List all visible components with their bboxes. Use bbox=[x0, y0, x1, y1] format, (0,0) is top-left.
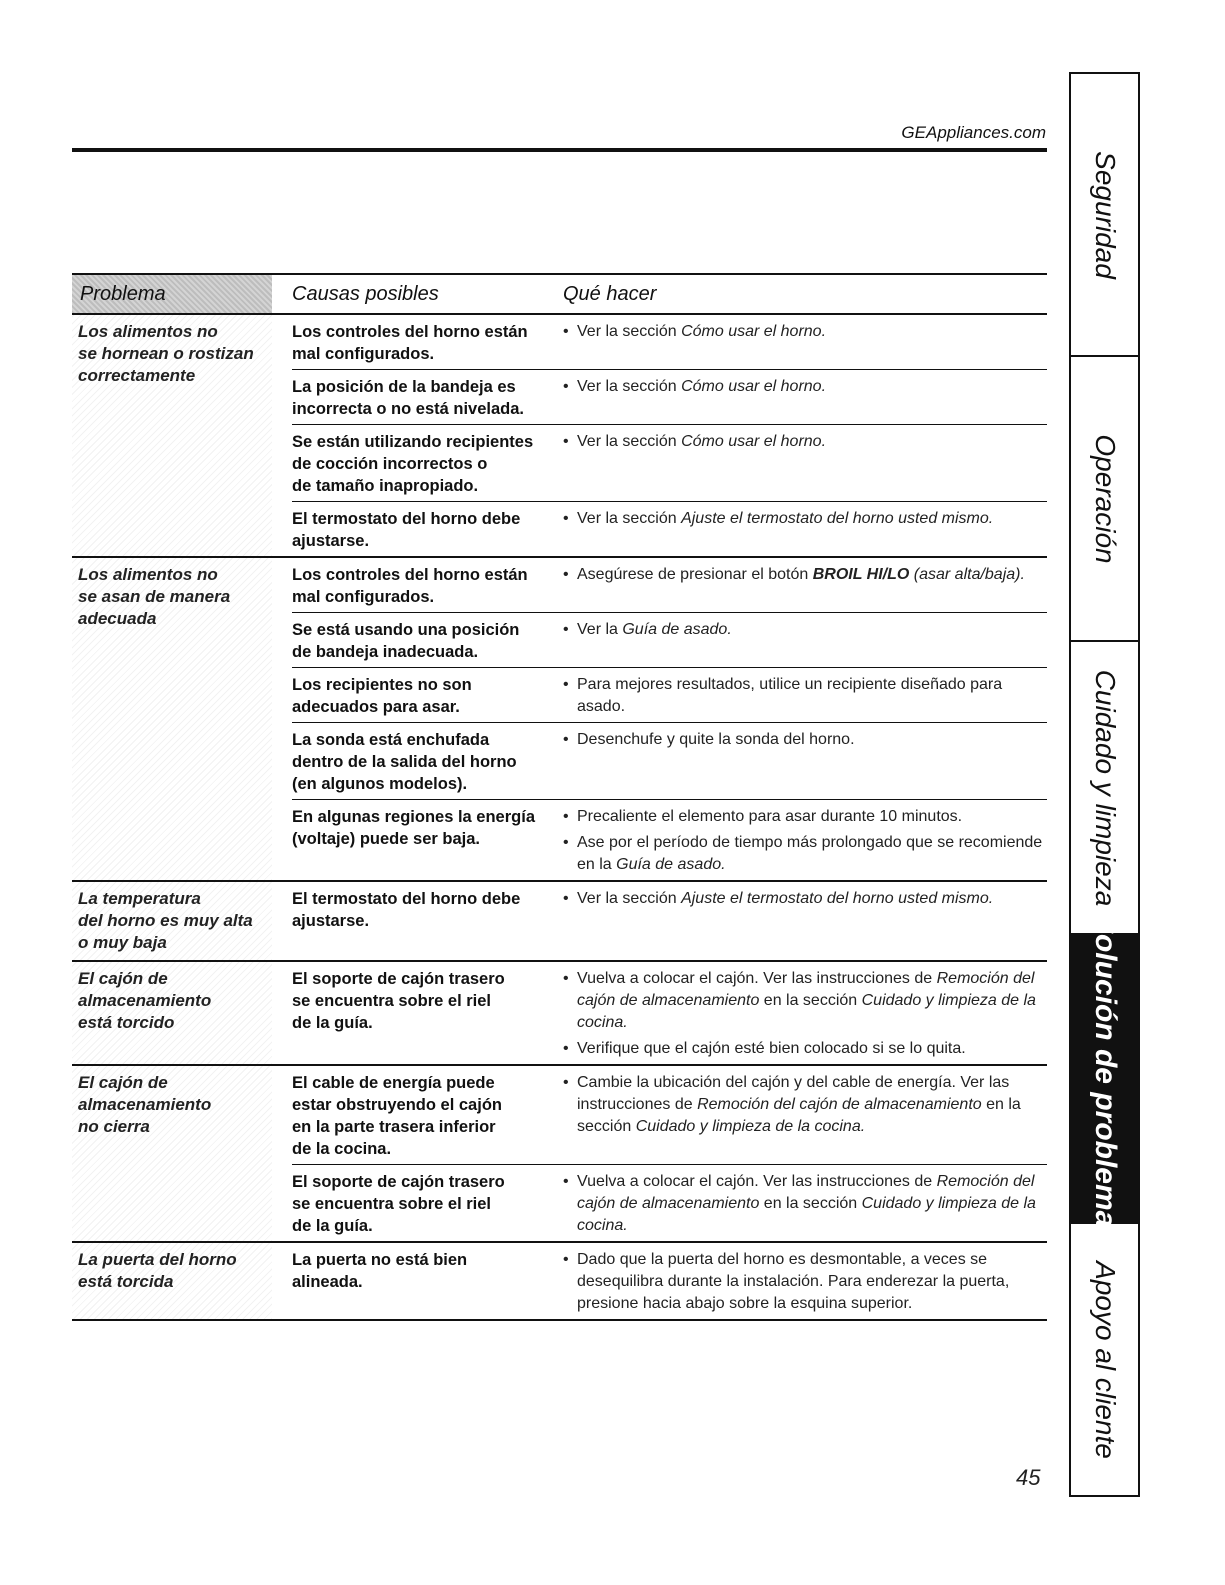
action-bullet-item bbox=[563, 1038, 1047, 1060]
action-bullet-item bbox=[563, 508, 1047, 530]
cause-line: mal configurados. bbox=[292, 588, 435, 606]
side-tab-label: Cuidado y limpieza bbox=[1089, 669, 1121, 906]
action-bullet-item bbox=[563, 888, 1047, 910]
cause-cell bbox=[292, 806, 563, 876]
action-text: Remoción del cajón de almacenamiento bbox=[577, 1173, 1035, 1212]
action-cell bbox=[563, 619, 1047, 663]
problem-cell bbox=[72, 315, 272, 556]
cause-line: El soporte de cajón trasero bbox=[292, 1173, 505, 1191]
action-text: Verifique que el cajón esté bien colocado si se lo quita. bbox=[577, 1040, 966, 1057]
cause-line: ajustarse. bbox=[292, 912, 370, 930]
cause-line: incorrecta o no está nivelada. bbox=[292, 400, 524, 418]
table-row bbox=[292, 501, 1047, 556]
cause-line: mal configurados. bbox=[292, 345, 435, 363]
header-problem: Problema bbox=[80, 283, 166, 305]
cause-cell bbox=[292, 431, 563, 497]
cause-rows bbox=[292, 1066, 1047, 1241]
cause-line: El termostato del horno debe bbox=[292, 890, 521, 908]
action-text: Vuelva a colocar el cajón. Ver las instrucciones de bbox=[577, 970, 937, 987]
cause-line: El soporte de cajón trasero bbox=[292, 970, 505, 988]
site-url[interactable]: GEAppliances.com bbox=[901, 123, 1046, 142]
cause-line: (en algunos modelos). bbox=[292, 775, 468, 793]
side-tab-label: Operación bbox=[1089, 433, 1121, 564]
action-bullet-item bbox=[563, 674, 1047, 718]
side-tab-label: Apoyo al cliente bbox=[1089, 1260, 1121, 1459]
side-tab-label: Solución de problemas bbox=[1088, 913, 1122, 1244]
action-bullet-item bbox=[563, 1072, 1047, 1138]
action-text: Precaliente el elemento para asar durante 10 minutos. bbox=[577, 808, 963, 825]
cause-rows bbox=[292, 558, 1047, 880]
table-row bbox=[292, 558, 1047, 612]
problem-cell bbox=[72, 558, 272, 880]
problem-line: está torcida bbox=[78, 1272, 174, 1291]
action-cell bbox=[563, 431, 1047, 497]
action-cell bbox=[563, 729, 1047, 795]
cause-rows bbox=[292, 962, 1047, 1064]
troubleshooting-table bbox=[72, 273, 1047, 1321]
cause-line: Se están utilizando recipientes bbox=[292, 433, 534, 451]
action-bullet-item bbox=[563, 619, 1047, 641]
action-text: Cómo usar el horno. bbox=[681, 433, 827, 450]
cause-line: La puerta no está bien bbox=[292, 1251, 468, 1269]
cause-cell bbox=[292, 619, 563, 663]
action-text: Ase por el período de tiempo más prolongado que se recomiende en la bbox=[577, 834, 1043, 873]
problem-line: correctamente bbox=[78, 366, 196, 385]
table-row bbox=[292, 1243, 1047, 1319]
cause-cell bbox=[292, 968, 563, 1060]
table-row bbox=[292, 369, 1047, 424]
cause-line: La sonda está enchufada bbox=[292, 731, 490, 749]
problem-line: se hornean o rostizan bbox=[78, 344, 254, 363]
side-tab-cuidado-limpieza[interactable] bbox=[1071, 642, 1138, 935]
cause-line: de tamaño inapropiado. bbox=[292, 477, 479, 495]
cause-cell bbox=[292, 729, 563, 795]
problem-group bbox=[72, 1066, 1047, 1243]
side-tab-apoyo-cliente[interactable] bbox=[1071, 1224, 1138, 1495]
action-text: en la sección bbox=[759, 1195, 862, 1212]
action-text: Cuidado y limpieza de la cocina. bbox=[577, 1195, 1036, 1234]
action-text: Remoción del cajón de almacenamiento bbox=[697, 1096, 982, 1113]
header-rule bbox=[72, 148, 1047, 152]
problem-group bbox=[72, 315, 1047, 558]
cause-line: adecuados para asar. bbox=[292, 698, 460, 716]
table-row bbox=[292, 1164, 1047, 1241]
problem-line: La puerta del horno bbox=[78, 1250, 237, 1269]
header-cause: Causas posibles bbox=[292, 283, 439, 305]
cause-line: de bandeja inadecuada. bbox=[292, 643, 479, 661]
action-cell bbox=[563, 674, 1047, 718]
problem-line: almacenamiento bbox=[78, 1095, 212, 1114]
cause-line: alineada. bbox=[292, 1273, 363, 1291]
cause-rows bbox=[292, 315, 1047, 556]
cause-line: estar obstruyendo el cajón bbox=[292, 1096, 502, 1114]
problem-line: Los alimentos no bbox=[78, 565, 218, 584]
action-text: Cómo usar el horno. bbox=[681, 378, 827, 395]
problem-cell bbox=[72, 1243, 272, 1319]
problem-group bbox=[72, 558, 1047, 882]
cause-cell bbox=[292, 1072, 563, 1160]
action-bullet-item bbox=[563, 1249, 1047, 1315]
action-text: Cuidado y limpieza de la cocina. bbox=[577, 992, 1036, 1031]
table-row bbox=[292, 424, 1047, 501]
action-cell bbox=[563, 806, 1047, 876]
action-text: Ver la bbox=[577, 621, 623, 638]
action-text: Ajuste el termostato del horno usted mismo. bbox=[681, 510, 994, 527]
table-header bbox=[72, 273, 1047, 315]
action-bullet-item bbox=[563, 564, 1047, 586]
action-cell bbox=[563, 1072, 1047, 1160]
table-row bbox=[292, 799, 1047, 880]
action-cell bbox=[563, 564, 1047, 608]
side-tab-solucion-problemas[interactable] bbox=[1071, 913, 1138, 1244]
action-text: BROIL HI/LO bbox=[812, 566, 910, 583]
problem-cell bbox=[72, 882, 272, 960]
side-tabs bbox=[1069, 72, 1140, 1497]
action-text: en la sección bbox=[759, 992, 862, 1009]
problem-cell bbox=[72, 962, 272, 1064]
cause-line: Los recipientes no son bbox=[292, 676, 472, 694]
cause-cell bbox=[292, 1249, 563, 1315]
table-row bbox=[292, 882, 1047, 936]
action-text: Ver la sección bbox=[577, 433, 682, 450]
action-text: Guía de asado. bbox=[616, 856, 726, 873]
table-row bbox=[292, 315, 1047, 369]
table-row bbox=[292, 612, 1047, 667]
cause-cell bbox=[292, 508, 563, 552]
cause-cell bbox=[292, 321, 563, 365]
action-text: Para mejores resultados, utilice un recipiente diseñado para asado. bbox=[577, 676, 1003, 715]
problem-line: El cajón de bbox=[78, 1073, 168, 1092]
action-cell bbox=[563, 888, 1047, 932]
action-bullet-item bbox=[563, 321, 1047, 343]
cause-rows bbox=[292, 882, 1047, 960]
problem-group bbox=[72, 1243, 1047, 1321]
action-bullet-item bbox=[563, 968, 1047, 1034]
action-text: Ver la sección bbox=[577, 510, 682, 527]
action-text: en la sección bbox=[577, 1096, 1021, 1135]
action-bullet-item bbox=[563, 431, 1047, 453]
cause-line: dentro de la salida del horno bbox=[292, 753, 517, 771]
problem-line: El cajón de bbox=[78, 969, 168, 988]
cause-line: La posición de la bandeja es bbox=[292, 378, 516, 396]
action-text: Cómo usar el horno. bbox=[681, 323, 827, 340]
side-tab-seguridad[interactable] bbox=[1071, 74, 1138, 357]
action-cell bbox=[563, 321, 1047, 365]
cause-cell bbox=[292, 1171, 563, 1237]
cause-line: se encuentra sobre el riel bbox=[292, 1195, 492, 1213]
header-problem-cell bbox=[72, 275, 272, 313]
cause-line: El termostato del horno debe bbox=[292, 510, 521, 528]
cause-line: (voltaje) puede ser baja. bbox=[292, 830, 480, 848]
cause-line: se encuentra sobre el riel bbox=[292, 992, 492, 1010]
table-row bbox=[292, 962, 1047, 1064]
cause-line: en la parte trasera inferior bbox=[292, 1118, 496, 1136]
action-text: Desenchufe y quite la sonda del horno. bbox=[577, 731, 855, 748]
problem-line: adecuada bbox=[78, 609, 157, 628]
problem-line: no cierra bbox=[78, 1117, 150, 1136]
cause-cell bbox=[292, 888, 563, 932]
action-cell bbox=[563, 1171, 1047, 1237]
action-text: Asegúrese de presionar el botón bbox=[577, 566, 813, 583]
action-bullet-item bbox=[563, 806, 1047, 828]
problem-line: almacenamiento bbox=[78, 991, 212, 1010]
cause-line: ajustarse. bbox=[292, 532, 370, 550]
problem-group bbox=[72, 962, 1047, 1066]
problem-line: Los alimentos no bbox=[78, 322, 218, 341]
cause-cell bbox=[292, 376, 563, 420]
side-tab-label: Seguridad bbox=[1089, 150, 1121, 279]
action-bullet-item bbox=[563, 832, 1047, 876]
table-body bbox=[72, 315, 1047, 1321]
action-cell bbox=[563, 1249, 1047, 1315]
cause-cell bbox=[292, 674, 563, 718]
header-action: Qué hacer bbox=[563, 283, 657, 305]
action-cell bbox=[563, 508, 1047, 552]
problem-group bbox=[72, 882, 1047, 962]
table-row bbox=[292, 667, 1047, 722]
action-text: Remoción del cajón de almacenamiento bbox=[577, 970, 1035, 1009]
cause-line: Los controles del horno están bbox=[292, 566, 528, 584]
action-text: Vuelva a colocar el cajón. Ver las instrucciones de bbox=[577, 1173, 937, 1190]
cause-rows bbox=[292, 1243, 1047, 1319]
table-row bbox=[292, 722, 1047, 799]
cause-line: En algunas regiones la energía bbox=[292, 808, 535, 826]
action-text: (asar alta/baja). bbox=[913, 566, 1025, 583]
action-text: Ver la sección bbox=[577, 890, 682, 907]
problem-line: o muy baja bbox=[78, 933, 167, 952]
action-text: Ver la sección bbox=[577, 378, 682, 395]
cause-line: Se está usando una posición bbox=[292, 621, 520, 639]
problem-cell bbox=[72, 1066, 272, 1241]
cause-cell bbox=[292, 564, 563, 608]
action-text: Guía de asado. bbox=[622, 621, 732, 638]
action-text: Ver la sección bbox=[577, 323, 682, 340]
action-text: Cambie la ubicación del cajón y del cable de energía. Ver las instrucciones de bbox=[577, 1074, 1010, 1113]
action-bullet-item bbox=[563, 729, 1047, 751]
cause-line: de la cocina. bbox=[292, 1140, 392, 1158]
problem-line: del horno es muy alta bbox=[78, 911, 253, 930]
action-text: Ajuste el termostato del horno usted mismo. bbox=[681, 890, 994, 907]
cause-line: de cocción incorrectos o bbox=[292, 455, 488, 473]
action-cell bbox=[563, 376, 1047, 420]
problem-line: está torcido bbox=[78, 1013, 175, 1032]
cause-line: Los controles del horno están bbox=[292, 323, 528, 341]
action-bullet-item bbox=[563, 1171, 1047, 1237]
problem-line: se asan de manera bbox=[78, 587, 231, 606]
action-text: Dado que la puerta del horno es desmontable, a veces se desequilibra durante la instalación. Para enderezar la puerta, presione hacia abajo sobre la esquina superior. bbox=[577, 1251, 1010, 1312]
action-cell bbox=[563, 968, 1047, 1060]
action-bullet-item bbox=[563, 376, 1047, 398]
page-number: 45 bbox=[1016, 1465, 1041, 1490]
action-text: Cuidado y limpieza de la cocina. bbox=[635, 1118, 866, 1135]
side-tab-operacion[interactable] bbox=[1071, 357, 1138, 642]
cause-line: de la guía. bbox=[292, 1217, 373, 1235]
cause-line: de la guía. bbox=[292, 1014, 373, 1032]
problem-line: La temperatura bbox=[78, 889, 201, 908]
cause-line: El cable de energía puede bbox=[292, 1074, 495, 1092]
table-row bbox=[292, 1066, 1047, 1164]
